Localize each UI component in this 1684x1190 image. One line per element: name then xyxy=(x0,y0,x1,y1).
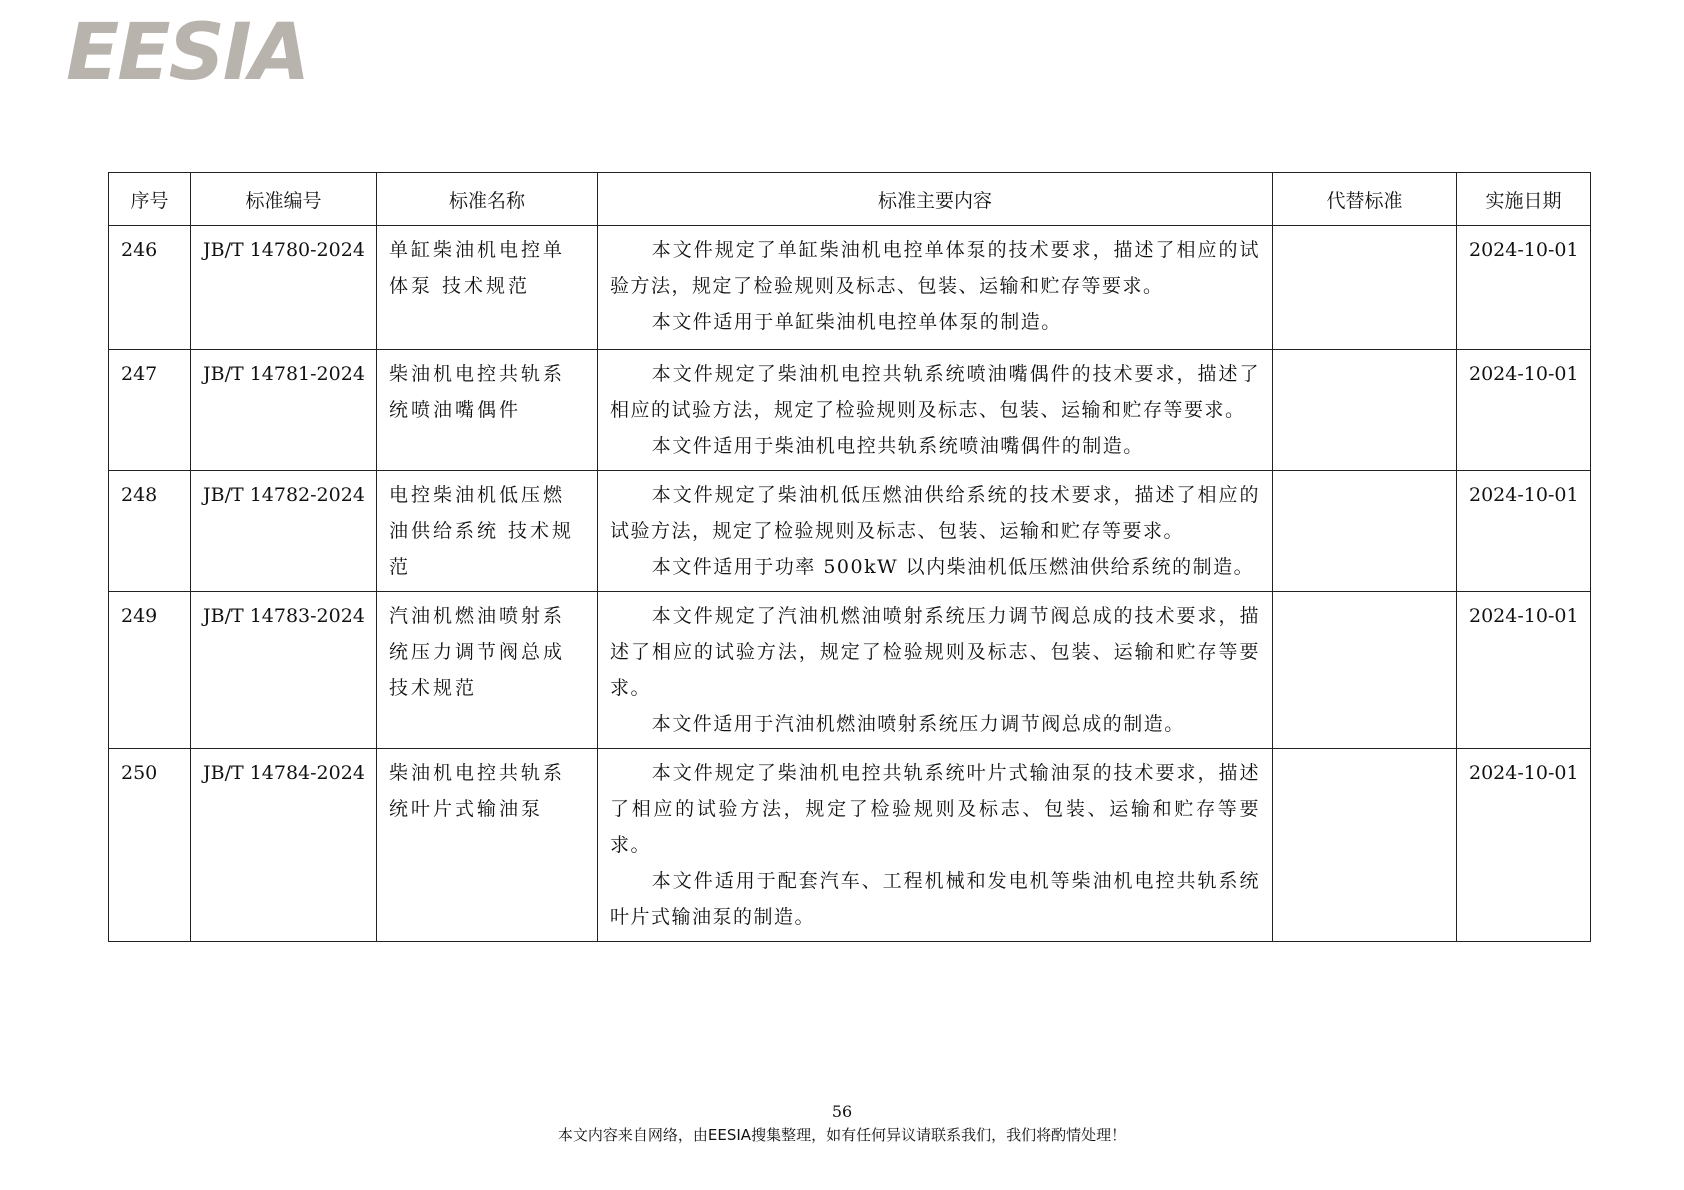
row-index: 247 xyxy=(109,350,191,471)
standards-table xyxy=(108,172,1591,942)
row-replaces xyxy=(1273,471,1457,592)
row-main-content xyxy=(598,471,1273,592)
content-paragraph: 本文件适用于汽油机燃油喷射系统压力调节阀总成的制造。 xyxy=(651,713,1185,735)
content-paragraph: 本文件适用于柴油机电控共轨系统喷油嘴偶件的制造。 xyxy=(651,435,1144,457)
row-standard-code: JB/T 14782-2024 xyxy=(191,471,377,592)
table-row xyxy=(109,471,1591,592)
row-index: 249 xyxy=(109,592,191,749)
row-replaces xyxy=(1273,749,1457,942)
header-replaces: 代替标准 xyxy=(1273,173,1457,226)
footer-disclaimer: 本文内容来自网络，由EESIA搜集整理，如有任何异议请联系我们，我们将酌情处理！ xyxy=(557,1126,1127,1144)
page-number: 56 xyxy=(831,1102,853,1121)
content-paragraph: 本文件规定了柴油机电控共轨系统叶片式输油泵的技术要求，描述了相应的试验方法，规定了检验规则及标志、包装、运输和贮存等要求。 xyxy=(610,762,1260,856)
header-content: 标准主要内容 xyxy=(598,173,1273,226)
row-index: 246 xyxy=(109,226,191,350)
header-index: 序号 xyxy=(109,173,191,226)
row-effective-date: 2024-10-01 xyxy=(1457,471,1591,592)
row-index: 248 xyxy=(109,471,191,592)
eesia-logo: EESIA xyxy=(66,8,309,98)
row-index: 250 xyxy=(109,749,191,942)
content-paragraph: 本文件适用于单缸柴油机电控单体泵的制造。 xyxy=(651,311,1062,333)
content-paragraph: 本文件适用于功率 500kW 以内柴油机低压燃油供给系统的制造。 xyxy=(651,556,1255,578)
row-standard-name: 电控柴油机低压燃油供给系统 技术规范 xyxy=(377,471,598,592)
row-main-content xyxy=(598,226,1273,350)
content-paragraph: 本文件规定了柴油机低压燃油供给系统的技术要求，描述了相应的试验方法，规定了检验规则及标志、包装、运输和贮存等要求。 xyxy=(610,484,1260,542)
content-paragraph: 本文件规定了汽油机燃油喷射系统压力调节阀总成的技术要求，描述了相应的试验方法，规定了检验规则及标志、包装、运输和贮存等要求。 xyxy=(610,605,1260,699)
row-standard-code: JB/T 14784-2024 xyxy=(191,749,377,942)
table-header-row xyxy=(109,173,1591,226)
row-standard-code: JB/T 14783-2024 xyxy=(191,592,377,749)
row-effective-date: 2024-10-01 xyxy=(1457,350,1591,471)
row-standard-code: JB/T 14781-2024 xyxy=(191,350,377,471)
row-standard-name: 柴油机电控共轨系统喷油嘴偶件 xyxy=(377,350,598,471)
row-standard-code: JB/T 14780-2024 xyxy=(191,226,377,350)
table-row xyxy=(109,350,1591,471)
row-replaces xyxy=(1273,350,1457,471)
row-effective-date: 2024-10-01 xyxy=(1457,226,1591,350)
content-paragraph: 本文件规定了柴油机电控共轨系统喷油嘴偶件的技术要求，描述了相应的试验方法，规定了检验规则及标志、包装、运输和贮存等要求。 xyxy=(610,363,1260,421)
row-effective-date: 2024-10-01 xyxy=(1457,592,1591,749)
content-paragraph: 本文件规定了单缸柴油机电控单体泵的技术要求，描述了相应的试验方法，规定了检验规则及标志、包装、运输和贮存等要求。 xyxy=(610,239,1260,297)
row-main-content xyxy=(598,592,1273,749)
row-replaces xyxy=(1273,226,1457,350)
table-row xyxy=(109,592,1591,749)
row-standard-name: 汽油机燃油喷射系统压力调节阀总成 技术规范 xyxy=(377,592,598,749)
header-code: 标准编号 xyxy=(191,173,377,226)
table-row xyxy=(109,226,1591,350)
row-main-content xyxy=(598,749,1273,942)
content-paragraph: 本文件适用于配套汽车、工程机械和发电机等柴油机电控共轨系统叶片式输油泵的制造。 xyxy=(610,870,1260,928)
row-standard-name: 柴油机电控共轨系统叶片式输油泵 xyxy=(377,749,598,942)
row-replaces xyxy=(1273,592,1457,749)
row-standard-name: 单缸柴油机电控单体泵 技术规范 xyxy=(377,226,598,350)
row-main-content xyxy=(598,350,1273,471)
header-date: 实施日期 xyxy=(1457,173,1591,226)
header-name: 标准名称 xyxy=(377,173,598,226)
table-row xyxy=(109,749,1591,942)
row-effective-date: 2024-10-01 xyxy=(1457,749,1591,942)
